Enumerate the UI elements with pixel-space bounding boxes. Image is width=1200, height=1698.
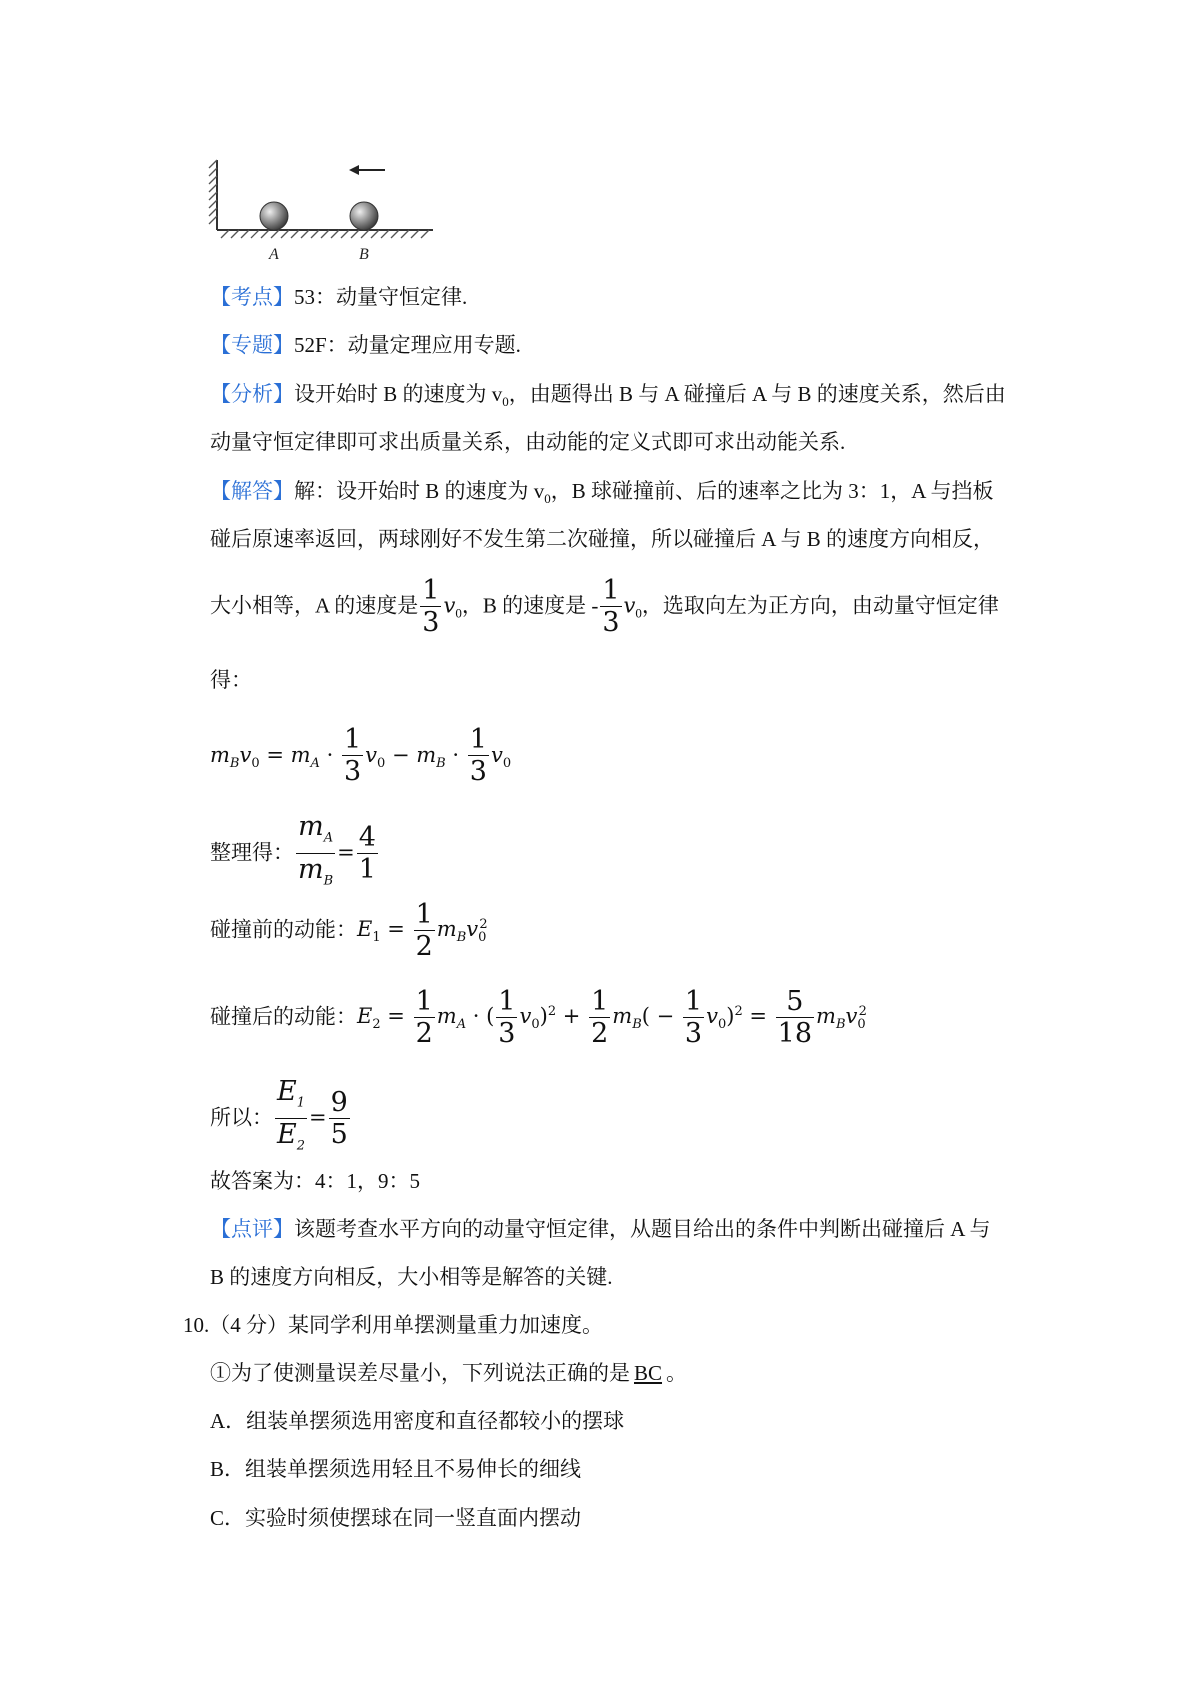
zhengli-label: 整理得： xyxy=(210,840,294,865)
kaodian-text: 53：动量守恒定律. xyxy=(294,285,468,309)
jieda-text-3a: 大小相等，A 的速度是 xyxy=(210,593,419,618)
fraction-one-third-a: $\frac{1}{3}$ xyxy=(422,575,440,638)
ratio-line: 所以： $\frac{E_1}{E_2}$ = $\frac{9}{5}$ xyxy=(210,1077,352,1163)
energy-ratio-fraction: $\frac{E_1}{E_2}$ xyxy=(277,1076,305,1154)
jieda-text-3b: ，B 的速度是 - xyxy=(461,593,599,618)
q10-stem: 10.（4 分）某同学利用单摆测量重力加速度。 xyxy=(183,1313,603,1337)
jieda-sub: 0 xyxy=(544,491,551,507)
mass-ratio-line: 整理得： $\frac{m_A}{m_B}$ = $\frac{4}{1}$ xyxy=(210,812,380,898)
jieda-line-2: 碰后原速率返回，两球刚好不发生第二次碰撞，所以碰撞后 A 与 B 的速度方向相反， xyxy=(210,527,995,551)
dianping-line-2: B 的速度方向相反，大小相等是解答的关键. xyxy=(210,1265,613,1289)
arrow-left-icon xyxy=(349,165,385,175)
q10-option-a: A．组装单摆须选用密度和直径都较小的摆球 xyxy=(210,1409,625,1433)
collision-figure xyxy=(205,155,445,265)
zhuanti-line xyxy=(210,330,521,360)
zhuanti-text: 52F：动量定理应用专题. xyxy=(294,333,521,357)
jieda-line-4: 得： xyxy=(210,668,252,692)
hou-label: 碰撞后的动能： xyxy=(210,1004,357,1029)
fraction-one-third-b: $\frac{1}{3}$ xyxy=(602,575,620,638)
kaodian-tag: 【考点】 xyxy=(210,285,294,309)
zhuanti-tag: 【专题】 xyxy=(210,333,294,357)
label-b: B xyxy=(359,246,369,263)
q10-option-c: C．实验时须使摆球在同一竖直面内摆动 xyxy=(210,1506,582,1530)
fenxi-line-1 xyxy=(210,379,1006,417)
jieda-text-3c: ，选取向左为正方向，由动量守恒定律 xyxy=(641,593,999,618)
ball-b xyxy=(350,202,378,230)
q10-sub1-text: ①为了使测量误差尽量小，下列说法正确的是 xyxy=(210,1361,630,1385)
q10-sub1 xyxy=(210,1358,687,1388)
fenxi-tag: 【分析】 xyxy=(210,382,294,406)
q10-sub1-end: 。 xyxy=(666,1361,688,1385)
q10-answer: BC xyxy=(634,1361,663,1385)
q10-option-b: B．组装单摆须选用轻且不易伸长的细线 xyxy=(210,1457,582,1481)
momentum-equation: $m_Bv_0 = m_A$ · $\frac{1}{3}$ $v_0 - m_B$ · $\frac{1}{3}$ $v_0$ xyxy=(210,724,512,787)
dianping-tag: 【点评】 xyxy=(210,1217,294,1241)
qian-label: 碰撞前的动能： xyxy=(210,917,357,942)
mass-ratio-fraction: $\frac{m_A}{m_B}$ xyxy=(298,811,334,889)
ball-a xyxy=(260,202,288,230)
label-a: A xyxy=(269,246,279,263)
suoyi-label: 所以： xyxy=(210,1105,273,1130)
fenxi-line-2: 动量守恒定律即可求出质量关系，由动能的定义式即可求出动能关系. xyxy=(210,430,846,454)
jieda-text-1a: 解：设开始时 B 的速度为 v xyxy=(294,479,545,503)
fenxi-text-1a: 设开始时 B 的速度为 v xyxy=(294,382,503,406)
jieda-line-3: 大小相等，A 的速度是 $\frac{1}{3}$ $v_0$，B 的速度是 - $\frac{1}{3}$ $v_0$，选取向左为正方向，由动量守恒定律 xyxy=(210,575,999,638)
fenxi-sub: 0 xyxy=(502,394,509,410)
answer-line: 故答案为：4：1，9：5 xyxy=(210,1169,420,1193)
jieda-text-1b: ，B 球碰撞前、后的速率之比为 3：1，A 与挡板 xyxy=(550,479,994,503)
jieda-line-1 xyxy=(210,476,994,514)
ke-before-line: 碰撞前的动能：$E_1$ = $\frac{1}{2}$ $m_Bv_0^2$ xyxy=(210,899,488,962)
ke-after-line: 碰撞后的动能：$E_2$ = $\frac{1}{2}$ $m_A$ · ( $\frac{1}{3}$ $v_0)^2$ + $\frac{1}{2}$ $m_B$( − $\frac{1}{3}$ $v_0)^2$ = $\frac{5}{18}$ $m_Bv_0^2$ xyxy=(210,986,867,1049)
kaodian-line xyxy=(210,282,467,312)
jieda-tag: 【解答】 xyxy=(210,479,294,503)
fenxi-text-1b: ，由题得出 B 与 A 碰撞后 A 与 B 的速度关系，然后由 xyxy=(508,382,1006,406)
dianping-line-1 xyxy=(210,1214,991,1244)
dianping-text-1: 该题考查水平方向的动量守恒定律，从题目给出的条件中判断出碰撞后 A 与 xyxy=(294,1217,991,1241)
